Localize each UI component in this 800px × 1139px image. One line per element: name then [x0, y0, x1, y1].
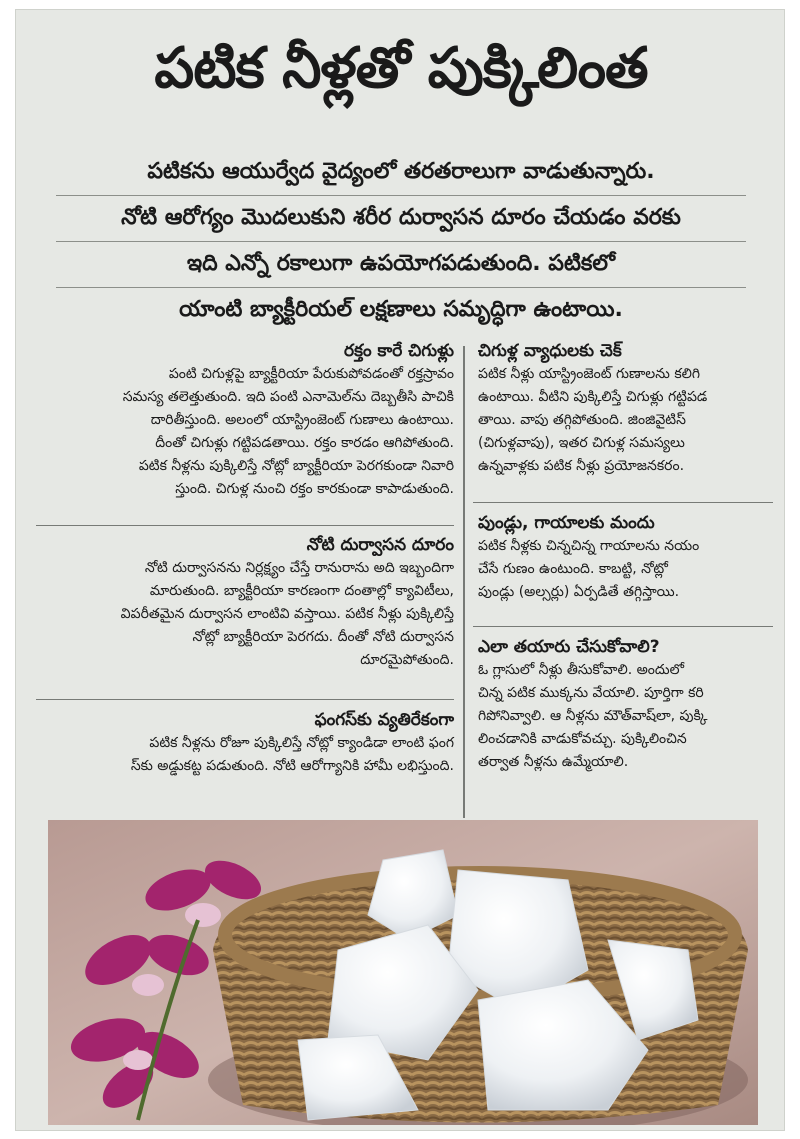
section-title: ఎలా తయారు చేసుకోవాలి?	[478, 637, 660, 657]
section-line: విపరీతమైన దుర్వాసన లాంటివి వస్తాయి. పటిక నీళ్లు పుక్కిలిస్తే	[120, 606, 454, 622]
section-bad-breath	[48, 533, 454, 672]
section-line: సమస్య తలెత్తుతుంది. ఇది పంటి ఎనామెల్‌ను దెబ్బతీసి పాచికి	[122, 389, 454, 405]
section-line: ఓ గ్లాసులో నీళ్లు తీసుకోవాలి. అందులో	[478, 662, 685, 678]
section-wounds	[478, 511, 766, 604]
section-line: గిపోనివ్వాలి. ఆ నీళ్లను మౌత్‌వాష్‌లా, పుక్కి	[478, 708, 708, 724]
section-line: పంటి చిగుళ్లపై బ్యాక్టీరియా పేరుకుపోవడంతో రక్తస్రావం	[168, 366, 454, 382]
alum-basket-photo	[48, 820, 758, 1125]
section-gum-disease	[478, 339, 766, 478]
section-line: పటిక నీళ్లు యాస్ట్రింజెంట్ గుణాలను కలిగి	[478, 366, 701, 382]
section-divider	[473, 502, 773, 503]
section-anti-fungal	[48, 708, 454, 778]
section-title: నోటి దుర్వాసన దూరం	[306, 535, 454, 555]
intro-line: యాంటి బ్యాక్టీరియల్ లక్షణాలు సమృద్ధిగా ఉంటాయి.	[179, 297, 623, 322]
section-how-to-prepare	[478, 635, 766, 774]
article-page	[15, 9, 785, 1131]
section-line: పటిక నీళ్లను పుక్కిలిస్తే నోట్లో బ్యాక్టీరియా పెరగకుండా నివారి	[138, 458, 454, 474]
section-line: దూరమైపోతుంది.	[360, 652, 454, 668]
intro-block	[56, 150, 746, 333]
section-line: తాయి. వాపు తగ్గిపోతుంది. జింజివైటిస్	[478, 412, 686, 428]
section-title: రక్తం కారే చిగుళ్లు	[344, 341, 454, 361]
section-line: స్తుంది. చిగుళ్ల నుంచి రక్తం కారకుండా కాపాడుతుంది.	[175, 481, 454, 497]
section-line: దారితీస్తుంది. అలంలో యాస్ట్రింజెంట్ గుణాలు ఉంటాయి.	[150, 412, 454, 428]
intro-line: నోటి ఆరోగ్యం మొదలుకుని శరీర దుర్వాసన దూరం చేయడం వరకు	[56, 196, 746, 242]
section-line: మారుతుంది. బ్యాక్టీరియా కారణంగా దంతాల్లో క్యావిటీలు,	[149, 583, 454, 599]
section-line: స్‌కు అడ్డుకట్ట పడుతుంది. నోటి ఆరోగ్యానికి హామీ లభిస్తుంది.	[130, 758, 454, 774]
section-line: దీంతో చిగుళ్లు గట్టిపడతాయి. రక్తం కారడం ఆగిపోతుంది.	[155, 435, 454, 451]
section-divider	[36, 699, 454, 700]
column-divider	[463, 346, 465, 818]
section-line: పటిక నీళ్లను రోజూ పుక్కిలిస్తే నోట్లో క్యాండిడా లాంటి ఫంగ	[149, 735, 454, 751]
section-line: తర్వాత నీళ్లను ఉమ్మేయాలి.	[478, 754, 629, 770]
section-title: పుండ్లు, గాయాలకు మందు	[478, 513, 655, 533]
section-line: చేసే గుణం ఉంటుంది. కాబట్టి, నోట్లో	[478, 561, 668, 577]
headline: పటిక నీళ్లతో పుక్కిలింత	[154, 36, 648, 101]
section-line: ఉంటాయి. వీటిని పుక్కిలిస్తే చిగుళ్లు గట్టిపడ	[478, 389, 708, 405]
section-title: ఫంగస్‌కు వ్యతిరేకంగా	[314, 710, 454, 730]
section-title: చిగుళ్ల వ్యాధులకు చెక్	[478, 341, 622, 361]
section-divider	[473, 626, 773, 627]
section-line: నోట్లో బ్యాక్టీరియా పెరగదు. దీంతో నోటి దుర్వాసన	[192, 629, 454, 645]
section-divider	[36, 525, 454, 526]
section-line: ఉన్నవాళ్లకు పటిక నీళ్లు ప్రయోజనకరం.	[478, 458, 685, 474]
intro-line: ఇది ఎన్నో రకాలుగా ఉపయోగపడుతుంది. పటికలో	[56, 242, 746, 288]
section-line: లించడానికి వాడుకోవచ్చు. పుక్కిలించిన	[478, 731, 687, 747]
section-line: నోటి దుర్వాసనను నిర్లక్ష్యం చేస్తే రానురాను అది ఇబ్బందిగా	[144, 560, 454, 576]
section-line: చిన్న పటిక ముక్కను వేయాలి. పూర్తిగా కరి	[478, 685, 704, 701]
section-line: (చిగుళ్లవాపు), ఇతర చిగుళ్ల సమస్యలు	[478, 435, 685, 451]
section-gums-bleeding	[48, 339, 454, 501]
section-line: పుండ్లు (అల్సర్లు) ఏర్పడితే తగ్గిస్తాయి.	[478, 584, 680, 600]
section-line: పటిక నీళ్లకు చిన్నచిన్న గాయాలను నయం	[478, 538, 700, 554]
intro-line: పటికను ఆయుర్వేద వైద్యంలో తరతరాలుగా వాడుతున్నారు.	[56, 150, 746, 196]
